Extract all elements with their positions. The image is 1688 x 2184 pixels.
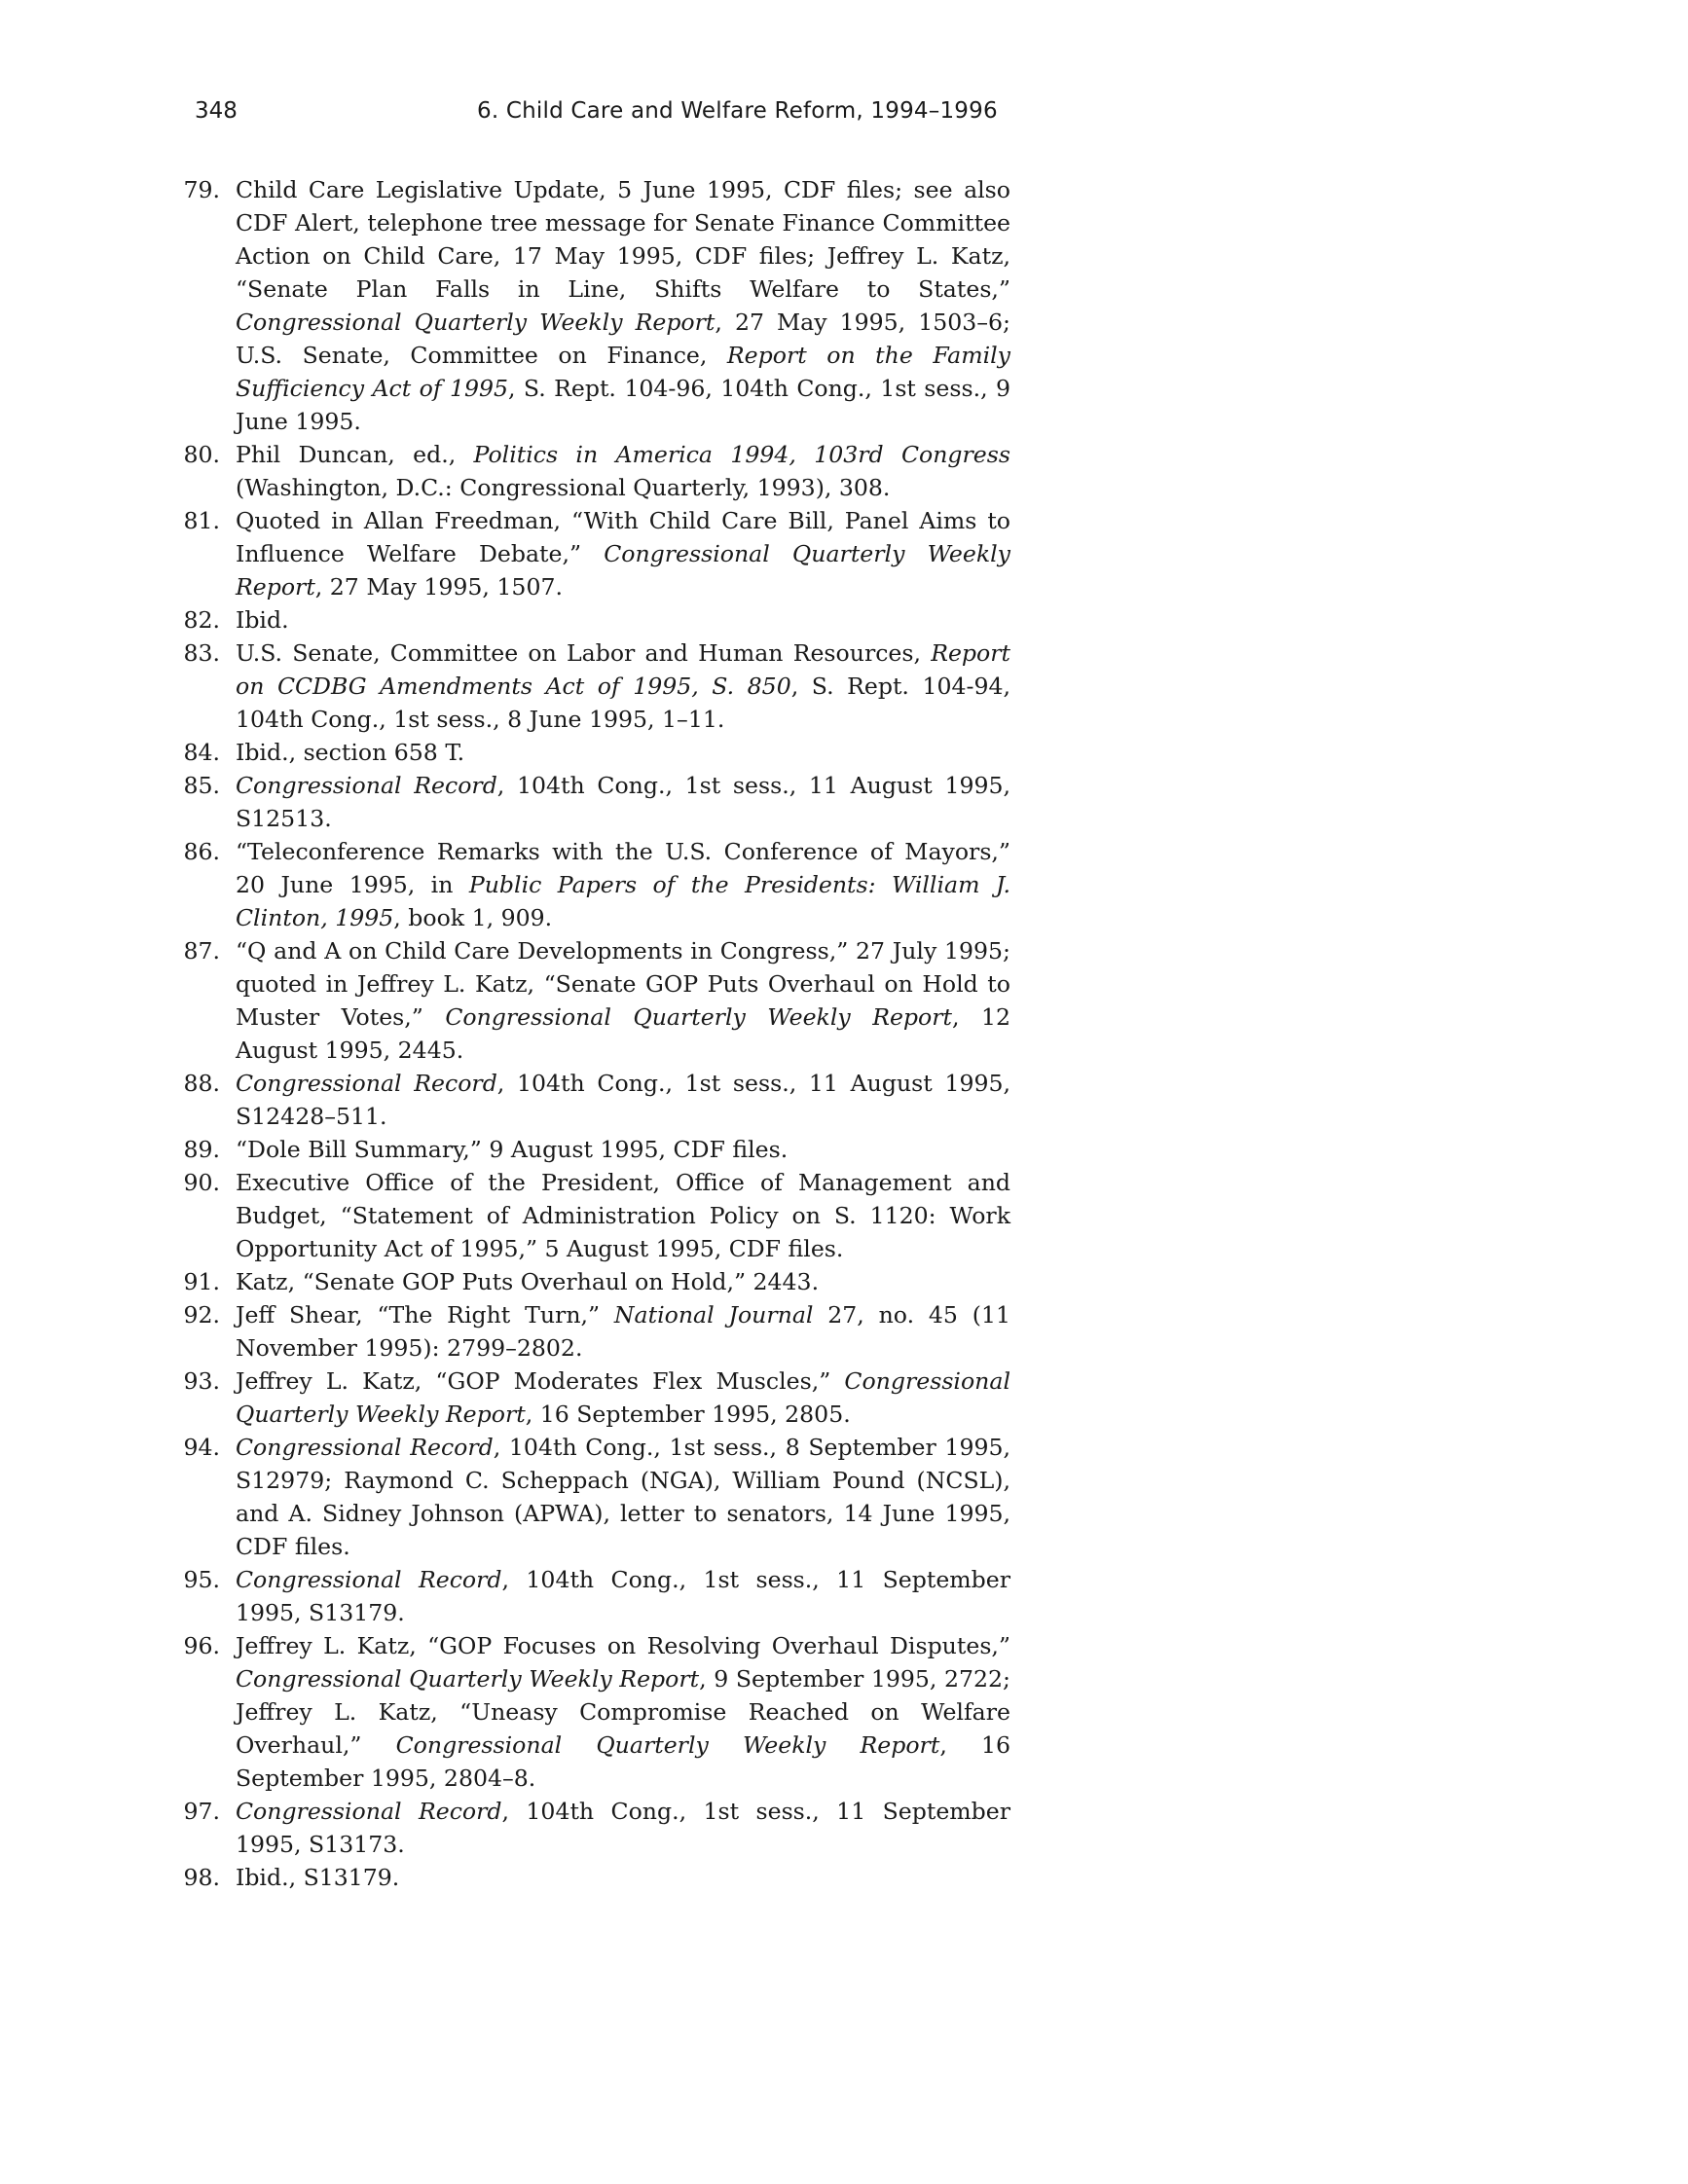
endnote bbox=[156, 1431, 1010, 1563]
endnote bbox=[156, 1133, 1010, 1166]
endnote-number: 86. bbox=[183, 838, 220, 865]
endnote bbox=[156, 1067, 1010, 1133]
endnote-number: 87. bbox=[183, 937, 220, 965]
endnote-text: Jeffrey L. Katz, “GOP Focuses on Resolving Overhaul Disputes,” Congressional Quarterly Weekly Report, 9 September 1995, 2722; Jeffrey L. Katz, “Uneasy Compromise Reached on Welfare Overhaul,” Congressional Quarterly Weekly Report, 16 September 1995, 2804–8. bbox=[236, 1632, 1010, 1792]
endnote-text: Ibid. bbox=[236, 606, 289, 634]
endnote-text: “Q and A on Child Care Developments in Congress,” 27 July 1995; quoted in Jeffrey L. Katz, “Senate GOP Puts Overhaul on Hold to Muster Votes,” Congressional Quarterly Weekly Report, 12 August 1995, 2445. bbox=[236, 937, 1010, 1064]
endnote-text: Katz, “Senate GOP Puts Overhaul on Hold,” 2443. bbox=[236, 1268, 820, 1295]
endnote-number: 85. bbox=[183, 772, 220, 799]
endnote bbox=[156, 1166, 1010, 1265]
endnote bbox=[156, 504, 1010, 603]
endnote-text: Jeffrey L. Katz, “GOP Moderates Flex Muscles,” Congressional Quarterly Weekly Report, 16 September 1995, 2805. bbox=[236, 1367, 1010, 1428]
endnote-text: Executive Office of the President, Office of Management and Budget, “Statement of Administration Policy on S. 1120: Work Opportunity Act of 1995,” 5 August 1995, CDF files. bbox=[236, 1169, 1010, 1262]
endnote-text: Congressional Record, 104th Cong., 1st sess., 11 August 1995, S12513. bbox=[236, 772, 1010, 832]
endnote-number: 88. bbox=[183, 1070, 220, 1097]
endnote bbox=[156, 1795, 1010, 1861]
endnote-text: Quoted in Allan Freedman, “With Child Care Bill, Panel Aims to Influence Welfare Debate,” Congressional Quarterly Weekly Report, 27 May 1995, 1507. bbox=[236, 507, 1010, 601]
endnote bbox=[156, 835, 1010, 934]
endnote-number: 81. bbox=[183, 507, 220, 534]
running-head: 6. Child Care and Welfare Reform, 1994–1996 bbox=[477, 98, 998, 124]
endnote bbox=[156, 1629, 1010, 1795]
endnote-text: Phil Duncan, ed., Politics in America 1994, 103rd Congress (Washington, D.C.: Congressional Quarterly, 1993), 308. bbox=[236, 441, 1010, 501]
endnote-number: 84. bbox=[183, 739, 220, 766]
endnote-text: Ibid., section 658 T. bbox=[236, 739, 465, 766]
endnote-number: 83. bbox=[183, 639, 220, 667]
endnote bbox=[156, 934, 1010, 1067]
endnote bbox=[156, 1265, 1010, 1298]
endnote bbox=[156, 736, 1010, 769]
endnote-text: Child Care Legislative Update, 5 June 1995, CDF files; see also CDF Alert, telephone tree message for Senate Finance Committee Action on Child Care, 17 May 1995, CDF files; Jeffrey L. Katz, “Senate Plan Falls in Line, Shifts Welfare to States,” Congressional Quarterly Weekly Report, 27 May 1995, 1503–6; U.S. Senate, Committee on Finance, Report on the Family Sufficiency Act of 1995, S. Rept. 104-96, 104th Cong., 1st sess., 9 June 1995. bbox=[236, 176, 1011, 435]
endnote-number: 91. bbox=[183, 1268, 220, 1295]
endnote-text: “Teleconference Remarks with the U.S. Conference of Mayors,” 20 June 1995, in Public Papers of the Presidents: William J. Clinton, 1995, book 1, 909. bbox=[236, 838, 1010, 931]
endnote-number: 98. bbox=[183, 1864, 220, 1891]
endnote bbox=[156, 1365, 1010, 1431]
endnote-number: 80. bbox=[183, 441, 220, 468]
endnote-number: 94. bbox=[183, 1434, 220, 1461]
endnote-text: Ibid., S13179. bbox=[236, 1864, 400, 1891]
endnote bbox=[156, 637, 1010, 736]
endnote bbox=[156, 173, 1010, 438]
endnote-number: 96. bbox=[183, 1632, 220, 1659]
endnote-number: 95. bbox=[183, 1566, 220, 1593]
endnotes-list bbox=[156, 173, 1010, 1894]
endnote-number: 97. bbox=[183, 1798, 220, 1825]
endnote-text: Congressional Record, 104th Cong., 1st sess., 11 September 1995, S13173. bbox=[236, 1798, 1011, 1858]
endnote bbox=[156, 1563, 1010, 1629]
endnote-text: Jeff Shear, “The Right Turn,” National Journal 27, no. 45 (11 November 1995): 2799–2802. bbox=[236, 1301, 1010, 1362]
endnote bbox=[156, 1861, 1010, 1894]
endnote bbox=[156, 1298, 1010, 1365]
endnote-number: 93. bbox=[183, 1367, 220, 1395]
endnote bbox=[156, 438, 1010, 504]
endnote-text: Congressional Record, 104th Cong., 1st sess., 8 September 1995, S12979; Raymond C. Scheppach (NGA), William Pound (NCSL), and A. Sidney Johnson (APWA), letter to senators, 14 June 1995, CDF files. bbox=[236, 1434, 1010, 1560]
endnote-text: “Dole Bill Summary,” 9 August 1995, CDF files. bbox=[236, 1136, 789, 1163]
endnote-number: 89. bbox=[183, 1136, 220, 1163]
endnote-text: Congressional Record, 104th Cong., 1st sess., 11 August 1995, S12428–511. bbox=[236, 1070, 1010, 1130]
page-number: 348 bbox=[195, 98, 238, 124]
endnote-text: U.S. Senate, Committee on Labor and Human Resources, Report on CCDBG Amendments Act of 1995, S. 850, S. Rept. 104-94, 104th Cong., 1st sess., 8 June 1995, 1–11. bbox=[236, 639, 1010, 733]
endnote-number: 92. bbox=[183, 1301, 220, 1329]
endnote-number: 82. bbox=[183, 606, 220, 634]
endnote-text: Congressional Record, 104th Cong., 1st sess., 11 September 1995, S13179. bbox=[236, 1566, 1011, 1626]
endnote bbox=[156, 769, 1010, 835]
endnote-number: 90. bbox=[183, 1169, 220, 1196]
endnote-number: 79. bbox=[183, 176, 220, 203]
endnote bbox=[156, 603, 1010, 637]
